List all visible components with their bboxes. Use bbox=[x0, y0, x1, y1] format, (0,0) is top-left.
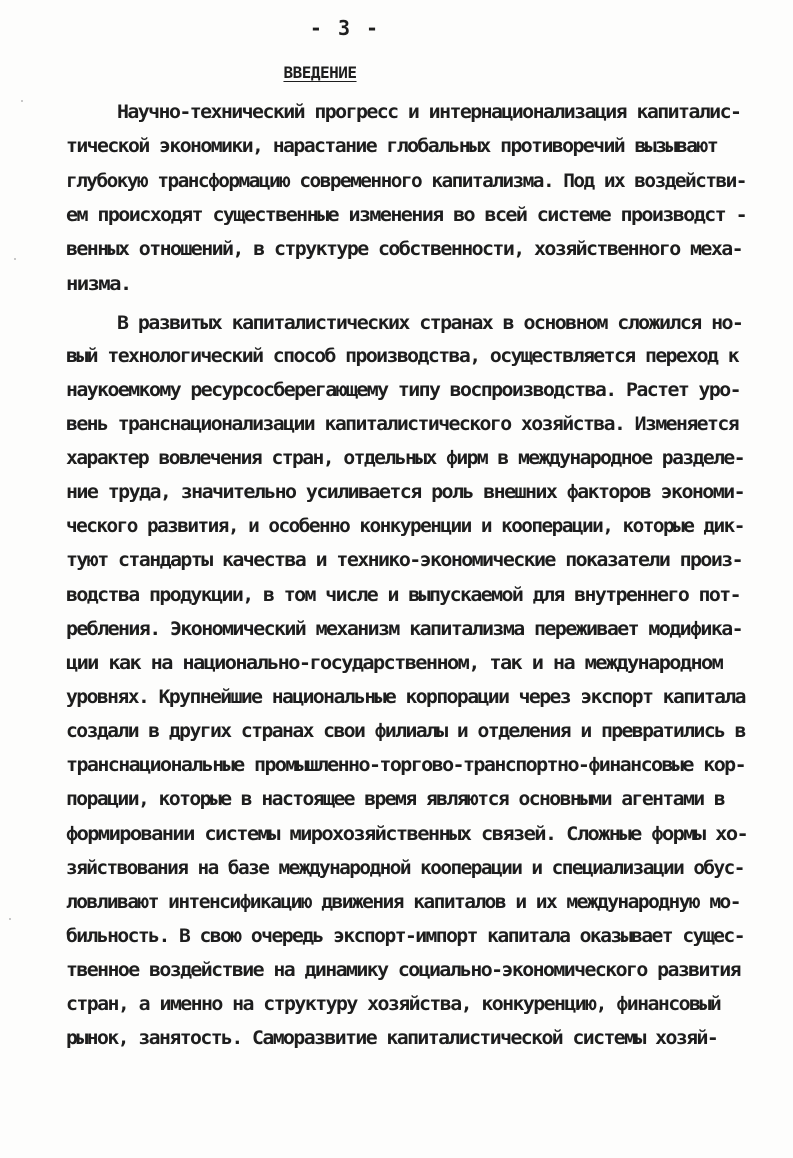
text-line: туют стандарты качества и технико-экономические показатели произ- bbox=[66, 549, 743, 571]
text-line: ческого развития, и особенно конкуренции и кооперации, которые дик- bbox=[66, 515, 744, 537]
text-line: твенное воздействие на динамику социально-экономического развития bbox=[66, 959, 741, 981]
text-line: вень транснационализации капиталистического хозяйства. Изменяется bbox=[66, 413, 739, 435]
page-number: - 3 - bbox=[309, 16, 381, 40]
scan-speck bbox=[21, 100, 23, 102]
text-line: уровнях. Крупнейшие национальные корпорации через экспорт капитала bbox=[66, 686, 745, 708]
text-line: формировании системы мирохозяйственных связей. Сложные формы хо- bbox=[66, 823, 748, 845]
text-line: наукоемкому ресурсосберегающему типу воспроизводства. Растет уро- bbox=[66, 379, 741, 401]
text-line: ции как на национально-государственном, так и на международном bbox=[66, 652, 723, 674]
text-line: глубокую трансформацию современного капитализма. Под их воздействи- bbox=[66, 170, 746, 192]
text-line: венных отношений, в структуре собственности, хозяйственного меха- bbox=[66, 238, 743, 260]
text-line: характер вовлечения стран, отдельных фирм в международное разделе- bbox=[66, 447, 744, 469]
scan-speck bbox=[14, 258, 16, 260]
section-heading: ВВЕДЕНИЕ bbox=[283, 63, 357, 82]
text-line: ловливают интенсификацию движения капиталов и их международную мо- bbox=[66, 891, 740, 913]
text-line: рынок, занятость. Саморазвитие капиталистической системы хозяй- bbox=[66, 1027, 718, 1049]
text-line: транснациональные промышленно-торгово-транспортно-финансовые кор- bbox=[66, 754, 746, 776]
text-line: создали в других странах свои филиалы и отделения и превратились в bbox=[66, 720, 745, 742]
text-line: Научно-технический прогресс и интернационализация капиталис- bbox=[117, 101, 741, 123]
text-line: ем происходят существенные изменения во всей системе производст - bbox=[66, 204, 747, 226]
text-line: бильность. В свою очередь экспорт-импорт капитала оказывает сущес- bbox=[66, 925, 744, 947]
scan-speck bbox=[9, 918, 11, 920]
text-line: ние труда, значительно усиливается роль внешних факторов экономи- bbox=[66, 481, 745, 503]
text-line: зяйствования на базе международной кооперации и специализации обус- bbox=[66, 857, 744, 879]
text-line: стран, а именно на структуру хозяйства, конкуренцию, финансовый bbox=[66, 993, 721, 1015]
text-line: водства продукции, в том числе и выпускаемой для внутреннего пот- bbox=[66, 584, 741, 606]
text-line: порации, которые в настоящее время являются основными агентами в bbox=[66, 788, 725, 810]
text-line: В развитых капиталистических странах в основном сложился но- bbox=[117, 312, 743, 334]
text-line: ребления. Экономический механизм капитализма переживает модифика- bbox=[66, 618, 743, 640]
text-line: вый технологический способ производства, осуществляется переход к bbox=[66, 345, 739, 367]
text-line: тической экономики, нарастание глобальных противоречий вызывают bbox=[66, 135, 718, 157]
text-line: низма. bbox=[66, 273, 131, 295]
